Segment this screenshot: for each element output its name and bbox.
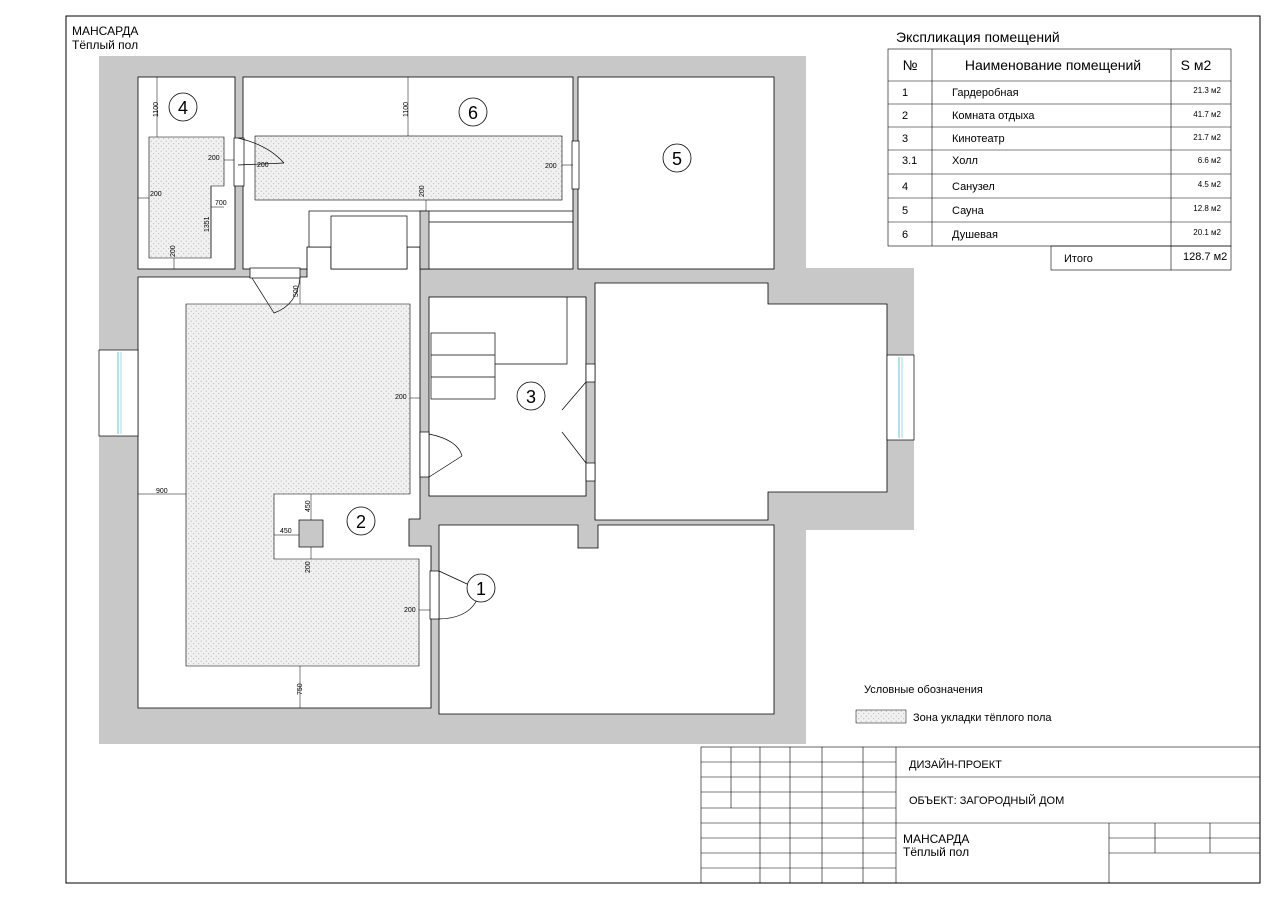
explication-total-label: Итого xyxy=(1064,253,1093,265)
explication-row-no: 3 xyxy=(902,133,909,145)
window-west xyxy=(99,350,138,436)
door-room-3-frame xyxy=(420,432,429,477)
legend-heated-label: Зона укладки тёплого пола xyxy=(913,712,1052,724)
sheet-subtitle: Тёплый пол xyxy=(72,38,139,52)
explication-row-no: 2 xyxy=(902,110,909,122)
explication-col-no: № xyxy=(902,57,918,73)
explication-row-area: 21.7 м2 xyxy=(1193,133,1221,142)
door-room-4-6-frame xyxy=(234,138,244,186)
explication-col-name: Наименование помещений xyxy=(964,57,1142,73)
door-room-2-6-frame xyxy=(250,268,300,278)
explication-total-value: 128.7 м2 xyxy=(1183,251,1228,263)
title-block-object: ОБЪЕКТ: ЗАГОРОДНЫЙ ДОМ xyxy=(909,795,1065,807)
explication-row-name: Сауна xyxy=(952,205,984,217)
dim-750: 750 xyxy=(297,683,304,695)
explication-row-name: Санузел xyxy=(952,181,995,193)
heated-zone-room-6 xyxy=(255,136,562,200)
title-block-sheet-name: МАНСАРДА xyxy=(903,832,970,846)
svg-text:3: 3 xyxy=(525,387,537,407)
svg-text:6: 6 xyxy=(467,103,479,123)
legend xyxy=(856,684,1052,724)
room-marker-6 xyxy=(459,98,487,126)
dim-1100-room6: 1100 xyxy=(403,101,410,117)
door-room-3-1-upper xyxy=(586,364,595,382)
svg-text:4: 4 xyxy=(177,98,189,118)
explication-row-name: Холл xyxy=(952,155,978,167)
dim-200-column: 200 xyxy=(305,561,312,573)
door-room-3-1-lower xyxy=(586,463,595,481)
room-marker-2 xyxy=(347,507,375,535)
title-block xyxy=(701,747,1260,883)
explication-row-area: 6.6 м2 xyxy=(1197,156,1221,165)
dim-1100-room4: 1100 xyxy=(153,101,160,117)
title-block-project: ДИЗАЙН-ПРОЕКТ xyxy=(909,759,1002,771)
explication-row-no: 1 xyxy=(902,87,909,99)
svg-text:2: 2 xyxy=(355,512,367,532)
room-5-sauna xyxy=(578,77,774,269)
dim-200-room2-right: 200 xyxy=(395,394,407,401)
explication-row-area: 20.1 м2 xyxy=(1193,228,1221,237)
explication-row-area: 41.7 м2 xyxy=(1193,110,1221,119)
explication-row-area: 4.5 м2 xyxy=(1197,180,1221,189)
room-marker-5 xyxy=(663,144,691,172)
sheet-title: МАНСАРДА xyxy=(72,24,139,38)
column xyxy=(299,520,323,547)
room-3-kinoteatr xyxy=(429,297,586,496)
room-1-garderobnaya xyxy=(439,525,774,714)
dim-200-room6-bottom: 200 xyxy=(419,185,426,197)
dim-200-door6: 200 xyxy=(257,162,269,169)
dim-500: 500 xyxy=(293,285,300,297)
explication-row-name: Гардеробная xyxy=(952,87,1019,99)
svg-text:5: 5 xyxy=(671,149,683,169)
explication-table xyxy=(888,29,1231,270)
explication-row-no: 3.1 xyxy=(902,155,918,167)
dim-900: 900 xyxy=(156,488,168,495)
legend-title: Условные обозначения xyxy=(864,684,983,696)
window-east xyxy=(887,355,914,440)
dim-200-room6-right: 200 xyxy=(545,163,557,170)
explication-row-area: 12.8 м2 xyxy=(1193,204,1221,213)
dim-200-room4-bottom: 200 xyxy=(170,245,177,257)
explication-row-no: 5 xyxy=(902,205,909,217)
dim-450-vertical: 450 xyxy=(305,500,312,512)
dim-200-room4-right: 200 xyxy=(208,155,220,162)
dim-200-room2-low: 200 xyxy=(404,607,416,614)
legend-heated-swatch xyxy=(856,710,906,723)
explication-row-name: Комната отдыха xyxy=(952,110,1035,122)
dim-1351: 1351 xyxy=(204,216,211,232)
dim-200-room4-left: 200 xyxy=(150,191,162,198)
explication-row-no: 4 xyxy=(902,181,909,193)
title-block-sheet-sub: Тёплый пол xyxy=(903,845,970,859)
explication-row-area: 21.3 м2 xyxy=(1193,86,1221,95)
room-3-1-holl xyxy=(595,283,887,520)
dim-700: 700 xyxy=(215,200,227,207)
room-marker-3 xyxy=(517,382,545,410)
explication-row-name: Кинотеатр xyxy=(952,133,1005,145)
explication-title: Экспликация помещений xyxy=(896,29,1060,45)
svg-text:1: 1 xyxy=(475,579,487,599)
room-marker-1 xyxy=(467,574,495,602)
explication-col-area: S м2 xyxy=(1180,57,1212,73)
heated-zone-room-2 xyxy=(186,304,419,666)
room-marker-4 xyxy=(169,93,197,121)
door-room-1-frame xyxy=(430,571,439,619)
door-room-6-5-frame xyxy=(572,141,579,189)
explication-row-no: 6 xyxy=(902,229,909,241)
dim-450-horizontal: 450 xyxy=(280,528,292,535)
explication-row-name: Душевая xyxy=(952,229,998,241)
